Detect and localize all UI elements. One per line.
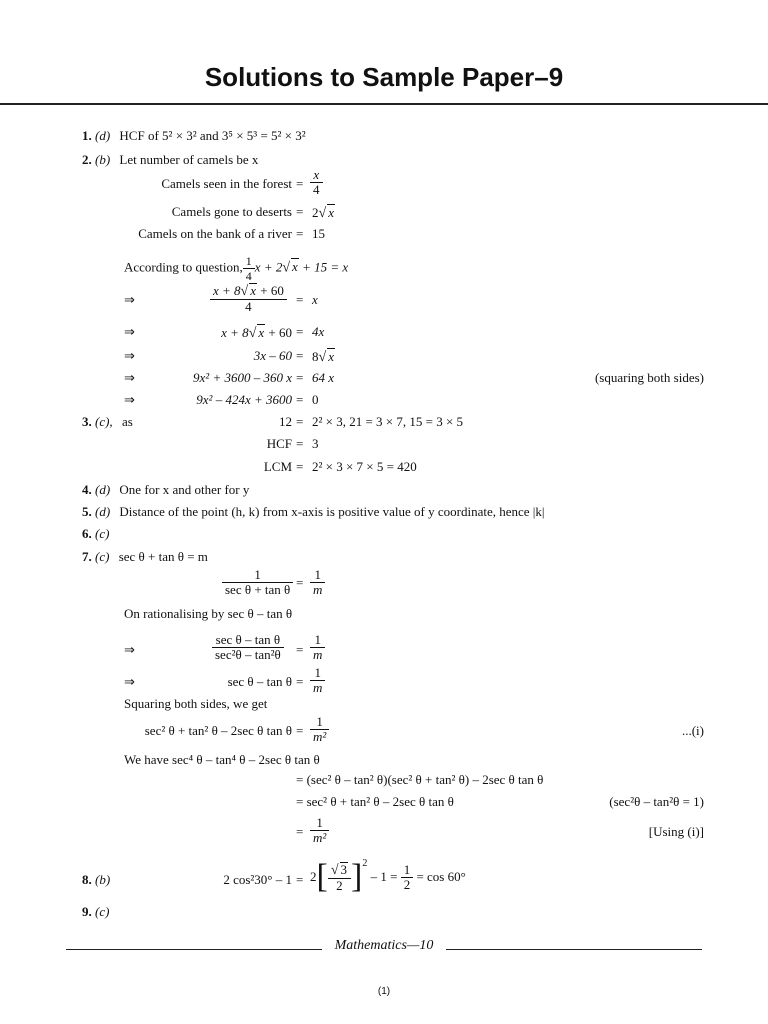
equals: = (296, 723, 304, 738)
forest-fraction (310, 168, 323, 197)
q3-line-3-rhs: 2² × 3 × 7 × 5 = 420 (312, 459, 417, 474)
q-option: (c) (95, 904, 110, 919)
question-4 (82, 482, 249, 498)
q7-frac-3-rhs (310, 666, 325, 695)
coef: 8 (312, 349, 319, 364)
implies-arrow: ⇒ (124, 370, 135, 385)
radical-sign: √ (248, 326, 257, 341)
denominator: 2 (336, 877, 343, 893)
denominator: sec θ + tan θ (225, 582, 291, 597)
equals: = (296, 392, 304, 407)
footer-subject: Mathematics—10 (334, 938, 434, 953)
q-option: (c) (95, 549, 110, 564)
equals: = (296, 348, 304, 363)
step-4-lhs: 9x² + 3600 – 360 x (193, 370, 292, 385)
q-option: (c) (95, 526, 110, 541)
expr: x + 8 (213, 283, 241, 298)
according-line (124, 254, 348, 283)
question-8 (82, 872, 110, 888)
q-option: (b) (95, 152, 111, 167)
square-exponent: 2 (362, 858, 368, 869)
step-5-lhs: 9x² – 424x + 3600 (196, 392, 292, 407)
q-option: (d) (95, 482, 111, 497)
denominator: sec²θ – tan²θ (215, 647, 281, 662)
numerator: 1 (310, 816, 329, 831)
right-bracket: ] (351, 858, 363, 895)
q3-line-3-lhs: LCM (263, 459, 292, 474)
radicand: x (292, 259, 298, 275)
q7-frac-2-rhs (310, 633, 325, 662)
question-7 (82, 549, 208, 565)
implies-arrow: ⇒ (124, 292, 135, 307)
q3-line-2-rhs: 3 (312, 436, 319, 451)
implies-arrow: ⇒ (124, 642, 135, 657)
left-bracket: [ (316, 858, 328, 895)
q-text: One for x and other for y (119, 482, 250, 497)
equals: = (296, 324, 304, 339)
q-text: Distance of the point (h, k) from x-axis is positive value of y coordinate, hence |k| (119, 504, 545, 519)
denominator: m (313, 582, 323, 597)
radicand: x (328, 205, 334, 220)
expr: x + 8 (221, 325, 249, 340)
numerator: 1 (243, 254, 255, 269)
q-option: (d) (95, 504, 111, 519)
q-number: 1. (82, 128, 92, 143)
equals: = (296, 204, 304, 219)
equals: = (296, 370, 304, 385)
q7-step-3-lhs: sec θ – tan θ (227, 674, 292, 689)
denominator: m² (313, 830, 327, 845)
radical-sign: √ (282, 260, 291, 276)
radical-sign: √ (318, 206, 327, 221)
q-number: 9. (82, 904, 92, 919)
forest-label: Camels seen in the forest (161, 176, 292, 191)
q7-step-4-lhs: sec² θ + tan² θ – 2sec θ tan θ (144, 723, 292, 738)
radicand: x (328, 349, 334, 364)
question-2 (82, 152, 258, 168)
denominator: 4 (245, 299, 252, 314)
q-number: 3. (82, 414, 92, 429)
expr: x + 2 (254, 259, 283, 275)
numerator: 1 (222, 568, 293, 583)
denominator: m (313, 680, 323, 695)
numerator: sec θ – tan θ (212, 633, 284, 648)
denominator: 2 (403, 876, 411, 892)
numerator: 1 (310, 633, 325, 648)
q-number: 6. (82, 526, 92, 541)
implies-arrow: ⇒ (124, 674, 135, 689)
q7-frac-1-rhs (310, 568, 325, 597)
equals: = (296, 459, 304, 474)
equals: = (296, 292, 304, 307)
question-3 (82, 414, 133, 430)
q7-work-2: = sec² θ + tan² θ – 2sec θ tan θ (296, 794, 454, 809)
denominator: m (313, 647, 323, 662)
step-3-lhs: 3x – 60 (253, 348, 292, 363)
q7-work-3-note: [Using (i)] (648, 824, 704, 839)
equals: = (296, 414, 304, 429)
radical-sign: √ (240, 284, 249, 299)
equals: = (296, 872, 304, 887)
step-2-lhs (160, 324, 292, 342)
q-number: 5. (82, 504, 92, 519)
q7-work-2-note: (sec²θ – tan²θ = 1) (609, 794, 704, 809)
equals: = (296, 436, 304, 451)
q7-frac-1 (222, 568, 293, 597)
numerator: 1 (310, 666, 325, 681)
q8-lhs: 2 cos²30° – 1 (223, 872, 292, 887)
equals: = (296, 176, 304, 191)
equals: = (296, 642, 304, 657)
q3-line-1-rhs: 2² × 3, 21 = 3 × 7, 15 = 3 × 5 (312, 414, 464, 429)
q-text: Let number of camels be x (119, 152, 259, 167)
rationalising-text: On rationalising by sec θ – tan θ (124, 606, 293, 621)
step-4-note: (squaring both sides) (594, 370, 704, 385)
q-number: 7. (82, 549, 92, 564)
footer-rule-left (66, 949, 322, 950)
q7-frac-4-rhs (310, 715, 329, 744)
numerator: 1 (310, 568, 325, 583)
q-option: (c), (95, 414, 113, 429)
q3-line-1-lhs: 12 (279, 414, 292, 429)
question-6 (82, 526, 109, 542)
q3-line-2-lhs: HCF (266, 436, 292, 451)
expr-end: + 15 = x (298, 259, 349, 275)
radical-sign: √ (330, 862, 339, 878)
we-have-line: We have sec⁴ θ – tan⁴ θ – 2sec θ tan θ (124, 752, 320, 767)
numerator: 1 (401, 863, 414, 878)
implies-arrow: ⇒ (124, 324, 135, 339)
step-3-rhs (312, 348, 335, 366)
equals: = (296, 226, 304, 241)
radicand: 3 (340, 861, 348, 877)
q-option: (b) (95, 872, 111, 887)
q-number: 2. (82, 152, 92, 167)
q8-rhs: 2[ $\frac{√ 3}{2}$ ]$^2$ – 1 = $\frac{1}{2}$ = cos 60° (310, 858, 466, 895)
radicand: x (250, 283, 257, 298)
implies-arrow: ⇒ (124, 392, 135, 407)
radical-sign: √ (318, 350, 327, 365)
q7-frac-2 (212, 633, 284, 662)
footer-rule-right (446, 949, 702, 950)
according-label: According to question, (124, 259, 243, 275)
q-text: HCF of 5² × 3² and 3⁵ × 5³ = 5² × 3² (119, 128, 306, 143)
q8-mid: – 1 = (370, 869, 398, 884)
expr-end: + 60 (265, 325, 292, 340)
implies-arrow: ⇒ (124, 348, 135, 363)
q-number: 8. (82, 872, 92, 887)
step-5-rhs: 0 (312, 392, 319, 407)
denominator: 4 (313, 182, 320, 197)
equation-tag: ...(i) (681, 723, 704, 738)
step-4-rhs: 64 x (312, 370, 335, 385)
equals: = (296, 824, 304, 839)
q-text: sec θ + tan θ = m (118, 549, 208, 564)
page-title: Solutions to Sample Paper–9 (204, 62, 564, 92)
page-number: (1) (377, 986, 391, 997)
q7-work-1: = (sec² θ – tan² θ)(sec² θ + tan² θ) – 2sec θ tan θ (296, 772, 544, 787)
desert-value (312, 204, 335, 222)
squaring-text: Squaring both sides, we get (124, 696, 268, 711)
radicand: x (258, 325, 265, 340)
q8-end: = cos 60° (416, 869, 466, 884)
step-1-rhs: x (312, 292, 318, 307)
question-1 (82, 128, 306, 144)
denominator: m² (313, 729, 327, 744)
denominator: 4 (245, 269, 252, 283)
q7-work-3-frac (310, 816, 329, 845)
coef: 2 (312, 205, 319, 220)
equals: = (296, 575, 304, 590)
q-option: (d) (95, 128, 111, 143)
q-number: 4. (82, 482, 92, 497)
step-1-lhs (210, 283, 287, 314)
question-5 (82, 504, 544, 520)
river-value: 15 (312, 226, 325, 241)
q-text: as (121, 414, 133, 429)
title-rule (0, 103, 768, 105)
expr-end: + 60 (257, 283, 284, 298)
step-2-rhs: 4x (312, 324, 325, 339)
desert-label: Camels gone to deserts (171, 204, 292, 219)
numerator: x (310, 168, 323, 183)
question-9 (82, 904, 109, 920)
river-label: Camels on the bank of a river (138, 226, 292, 241)
equals: = (296, 674, 304, 689)
numerator: 1 (310, 715, 329, 730)
